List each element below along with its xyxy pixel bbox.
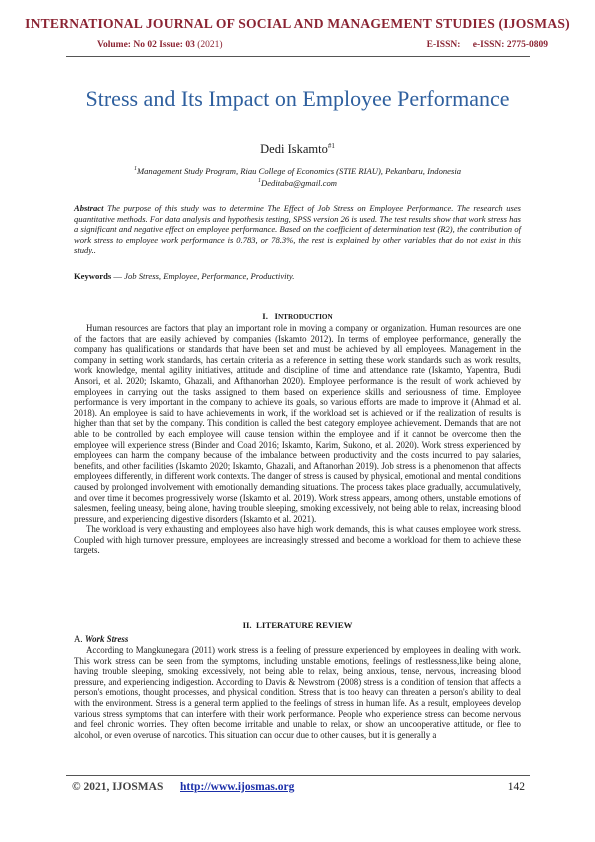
affiliation-superscript: 1 <box>133 166 137 173</box>
abstract-text: The purpose of this study was to determine The Effect of Job Stress on Employee Performance. The research uses quantitative methods. For data analysis and hypothesis testing, SPSS version 26 is used. The test results show that work stress has a significant and negative effect on employee performance. Based on the coefficient of determination test (R2), the contribution of work stress to employee work performance is 0.783, or 78.3%, the rest is explained by other variables that do not exist in this study.. <box>74 203 522 256</box>
author-superscript: #1 <box>327 142 335 150</box>
subsection-label: A. <box>74 634 83 644</box>
footer-rule <box>66 775 530 776</box>
author-name: Dedi Iskamto <box>260 142 328 157</box>
section-number: I. <box>262 311 268 321</box>
section-number: II. <box>242 620 252 630</box>
author-email <box>60 178 535 188</box>
author-line <box>0 142 595 157</box>
volume-label: Volume: <box>97 40 131 50</box>
keywords-text: Job Stress, Employee, Performance, Productivity. <box>124 271 295 281</box>
journal-title: INTERNATIONAL JOURNAL OF SOCIAL AND MANAGEMENT STUDIES (IJOSMAS) <box>25 16 570 31</box>
footer-copyright: © 2021, IJOSMAS <box>72 781 164 793</box>
journal-website-link[interactable]: http://www.ijosmas.org <box>180 781 295 793</box>
issn-line <box>427 40 548 50</box>
introduction-body <box>74 323 521 556</box>
volume-year: (2021) <box>197 40 223 50</box>
page-number: 142 <box>507 781 525 793</box>
subsection-heading-work-stress <box>74 634 128 644</box>
volume-value: No 02 Issue: 03 <box>133 40 195 50</box>
keywords-label: Keywords <box>74 271 112 281</box>
email-text: Deditaba@gmail.com <box>261 178 337 188</box>
section-title-first-letter: I <box>274 311 278 321</box>
section-title: LITERATURE REVIEW <box>256 620 353 630</box>
paper-title: Stress and Its Impact on Employee Performance <box>85 86 510 111</box>
section-heading-literature-review <box>0 620 595 630</box>
abstract-label: Abstract <box>74 203 104 213</box>
section-title-rest: NTRODUCTION <box>277 313 333 321</box>
paragraph: The workload is very exhausting and employees also have high work demands, this is what causes employee work stress. Coupled with high turnover pressure, employees are increasingly stressed and become a workload for them to achieve these targets. <box>74 524 521 556</box>
header-rule <box>66 56 530 57</box>
eissn-value: e-ISSN: 2775-0809 <box>472 40 548 50</box>
keywords-dash: — <box>113 271 122 281</box>
literature-review-body <box>74 645 521 740</box>
affiliation <box>60 166 535 176</box>
email-superscript: 1 <box>258 178 262 185</box>
paragraph: Human resources are factors that play an important role in moving a company or organization. Human resources are one of the factors that are easily achieved by companies (Iskamto 2012). In terms of employee performance, generally the company has qualifications or standards that have been set and must be achieved by all employees. Management in the company in setting work standards, has certain criteria as a reference in setting these work standards such as work results, work knowledge, mental agility initiatives, attitude and discipline of time and attendance rate (Iskamto, Yapentra, Budi Ansori, et al. 2020; Iskamto, Ghazali, and Afthanorhan 2020). Employee performance is the result of work achieved by employees in carrying out the tasks assigned to them based on experience skills and seriousness of time. Employee performance is very important in the company to achieve its goals, so various efforts are made to improve it (Ahmad et al. 2018). An employee is said to have achievements in work, if the workload set is achieved or if the realization of results is higher than that set by the company. This condition is called the best category employee achievement. Demands that are not able to be controlled by each employee will cause tension within the employee and if it cannot be overcome then the employee will experience stress (Binder and Coad 2016; Iskamto, Karim, Sukono, et al. 2020). Work stress experienced by employees can harm the company because of the imbalance between productivity and the costs incurred to pay salaries, benefits, and other facilities (Iskamto 2020; Iskamto, Ghazali, and Aftanorhan 2019). Job stress is a phenomenon that affects employees differently, in different work contexts. The danger of stress is caused by physical, emotional and mental conditions caused by prolonged involvement with emotionally demanding situations. The process takes place gradually, accumulatively, and over time it becomes progressively worse (Iskamto et al. 2019). Work stress appears, among others, unstable emotions of salesmen, feeling uneasy, being alone, having trouble sleeping, smoking excessively, not being able to relax, increasing blood pressure, and experiencing digestive disorders (Iskamto et al. 2021). <box>74 323 522 524</box>
abstract <box>74 203 521 256</box>
keywords <box>74 271 521 281</box>
affiliation-text: Management Study Program, Riau College of Economics (STIE RIAU), Pekanbaru, Indonesia <box>136 166 462 176</box>
section-heading-introduction <box>0 311 595 321</box>
subsection-title: Work Stress <box>84 634 129 644</box>
volume-issue-line <box>97 40 223 50</box>
paragraph: According to Mangkunegara (2011) work stress is a feeling of pressure experienced by employees in dealing with work. This work stress can be seen from the symptoms, including unstable emotions, feelings of restlessness,like being alone, having trouble sleeping, smoking excessively, not being able to relax, being anxious, tense, nervous, increasing blood pressure, and experiencing indigestion. According to Davis & Newstrom (2008) stress is a condition of tension that affects a person's emotions, thought processes, and physical condition. Stress that is too heavy can threaten a person's ability to deal with the environment. Stress is a general term applied to the feelings of stress in human life. As a result, employees develop various stress symptoms that can interfere with their work performance. People who experience stress can become nervous and feel chronic worries. They often become irritable and unable to relax, or show an uncooperative attitude, or flee to alcohol, or even overuse of narcotics. This situation can occur due to other causes, but it is generally a <box>74 645 521 740</box>
issn-label: E-ISSN: <box>426 40 461 50</box>
